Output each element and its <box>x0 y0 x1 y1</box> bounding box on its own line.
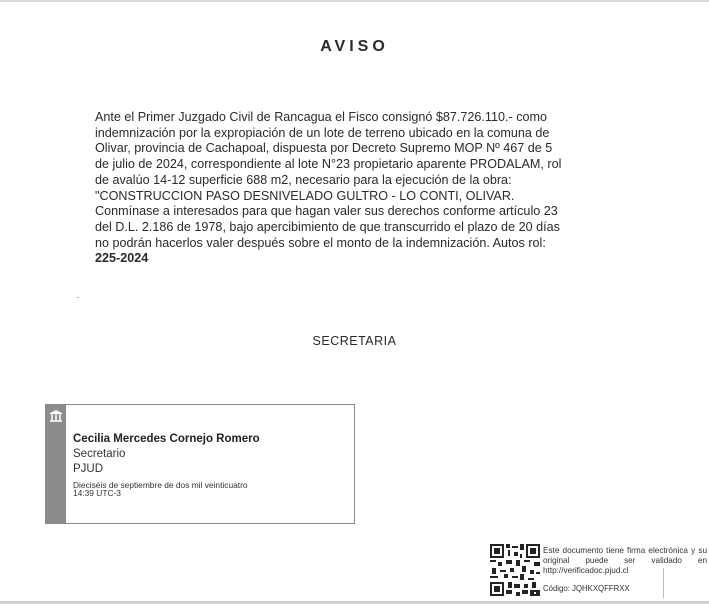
scan-margin-line <box>663 568 664 598</box>
body-line: de julio de 2024, correspondiente al lote N°23 propietario aparente PRODALAM, rol <box>95 157 562 172</box>
top-scan-edge <box>0 0 709 2</box>
signature-side-bar <box>46 405 66 523</box>
verification-code: Código: JQHKXQFFRXX <box>543 584 630 593</box>
body-line: Olivar, provincia de Cachapoal, dispuesta por Decreto Supremo MOP Nº 467 de 5 <box>95 141 553 156</box>
body-line: "CONSTRUCCION PASO DESNIVELADO GULTRO - LO CONTI, OLIVAR. <box>95 188 515 203</box>
notice-body <box>95 110 607 267</box>
document-title: AVISO <box>320 38 389 55</box>
signature-office: SECRETARIA <box>312 334 397 348</box>
body-line: indemnización por la expropiación de un lote de terreno ubicado en la comuna de <box>95 125 550 140</box>
verification-note: Este documento tiene firma electrónica y su original puede ser validado en http://verificadoc.pjud.cl <box>543 546 707 575</box>
body-line: no podrán hacerlos valer después sobre el monto de la indemnización. Autos rol: <box>95 235 546 250</box>
body-line: de avalúo 14-12 superficie 688 m2, necesario para la ejecución de la obra: <box>95 172 512 187</box>
signature-time: 14:39 UTC-3 <box>73 488 121 498</box>
courthouse-icon <box>49 409 63 423</box>
signer-organization: PJUD <box>73 463 104 475</box>
signer-role: Secretario <box>73 448 126 460</box>
case-number: 225-2024 <box>95 251 149 266</box>
electronic-signature-box <box>45 404 355 524</box>
body-line: del D.L. 2.186 de 1978, bajo apercibimiento de que transcurrido el plazo de 20 días <box>95 219 560 234</box>
qr-code-icon <box>490 544 540 596</box>
scan-speck <box>77 297 79 298</box>
signature-date: Dieciséis de septiembre de dos mil veinticuatro <box>73 480 248 490</box>
signer-name: Cecilia Mercedes Cornejo Romero <box>73 433 260 445</box>
body-line: Ante el Primer Juzgado Civil de Rancagua el Fisco consignó $87.726.110.- como <box>95 110 547 124</box>
body-line: Conmínase a interesados para que hagan valer sus derechos conforme artículo 23 <box>95 204 558 219</box>
